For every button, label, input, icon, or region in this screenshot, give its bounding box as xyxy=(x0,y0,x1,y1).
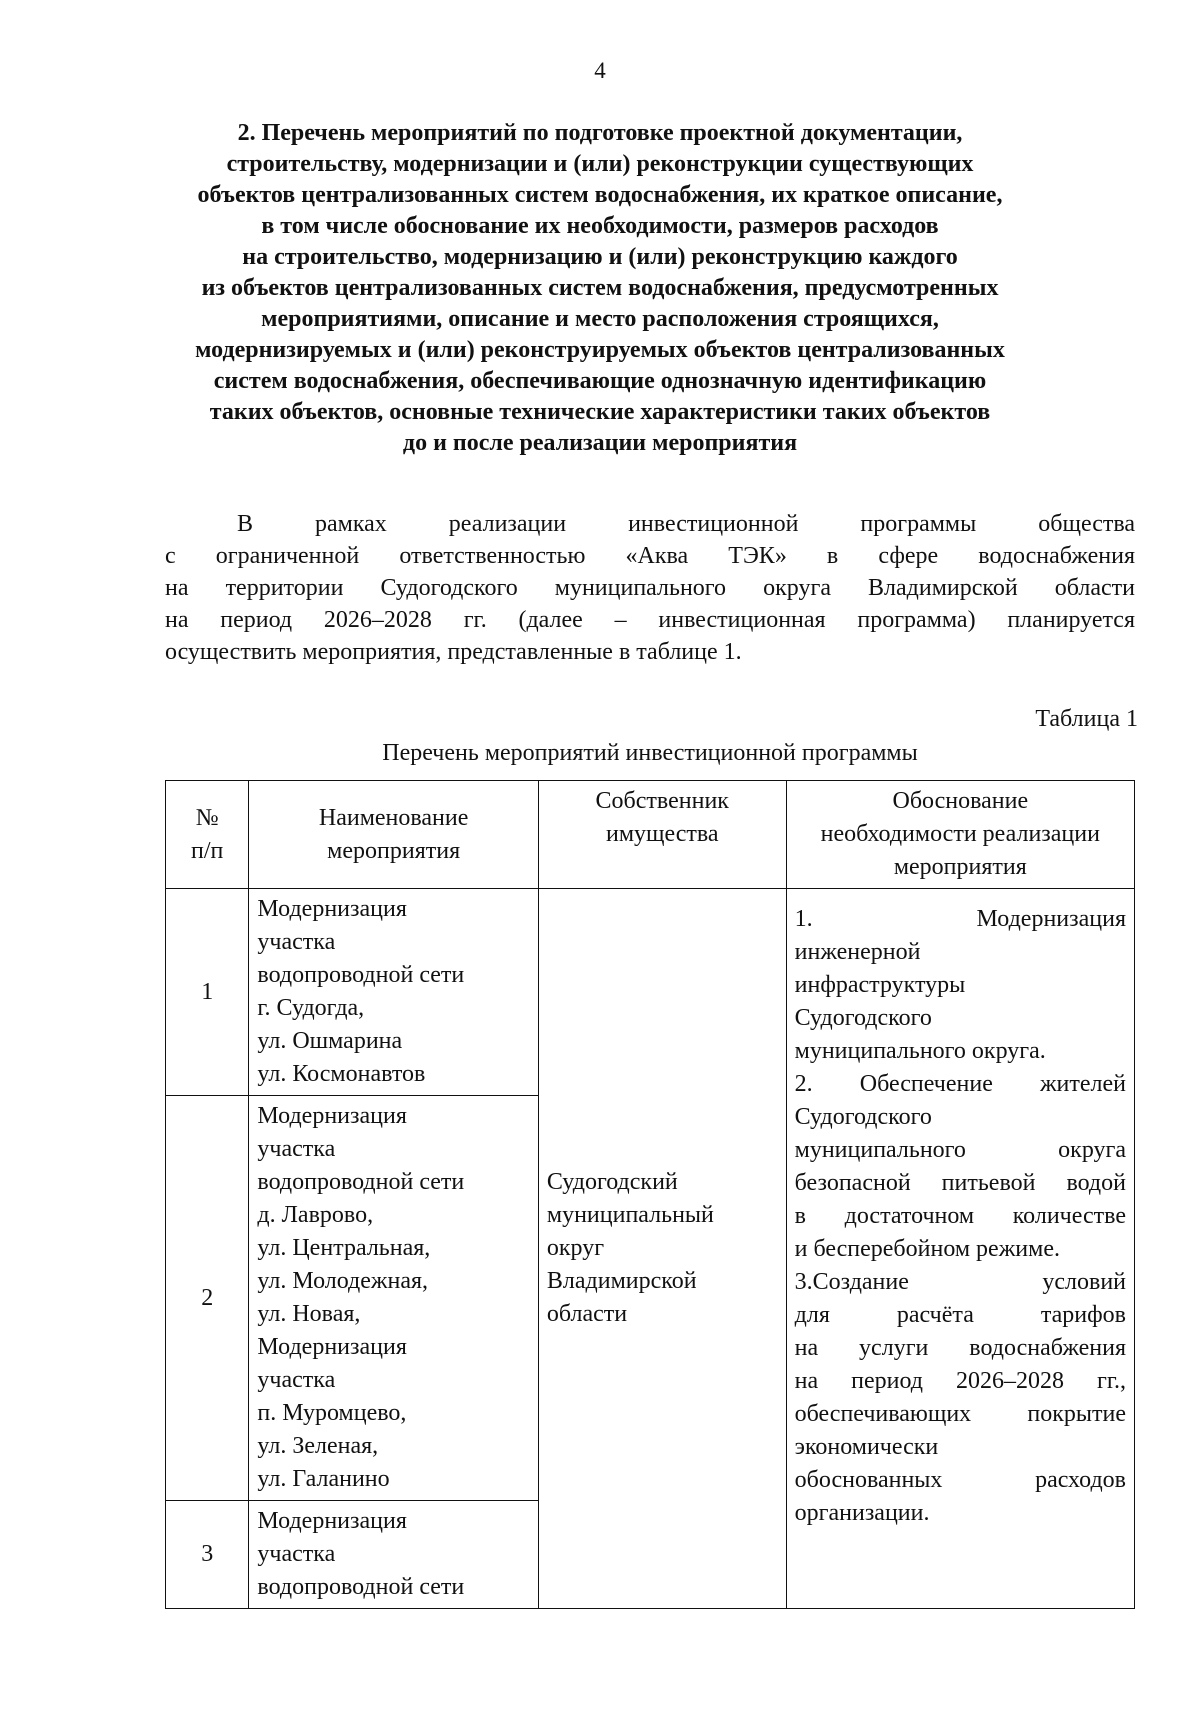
header-num-line: № xyxy=(195,804,219,831)
header-justification xyxy=(786,781,1134,889)
table-label: Таблица 1 xyxy=(1035,706,1138,732)
heading-line: модернизируемых и (или) реконструируемых объектов централизованных xyxy=(195,337,1005,363)
row-name xyxy=(249,1501,538,1609)
heading-line: до и после реализации мероприятия xyxy=(402,430,798,456)
header-justification-line: необходимости реализации xyxy=(820,821,1100,847)
owner-line: Владимирской xyxy=(546,1268,697,1294)
name-line: водопроводной сети xyxy=(257,962,465,988)
row-name xyxy=(249,889,538,1096)
name-line: водопроводной сети xyxy=(257,1574,465,1600)
header-name-line: мероприятия xyxy=(327,837,461,864)
justification-line: инженерной xyxy=(794,939,921,965)
paragraph-line: В рамках реализации инвестиционной программы общества xyxy=(237,511,1135,537)
name-line: д. Лаврово, xyxy=(257,1202,374,1228)
name-line: г. Судогда, xyxy=(257,995,365,1021)
heading-line: объектов централизованных систем водоснабжения, их краткое описание, xyxy=(197,182,1003,208)
name-line: ул. Ошмарина xyxy=(257,1028,403,1054)
owner-line: муниципальный xyxy=(546,1202,714,1228)
table-title: Перечень мероприятий инвестиционной программы xyxy=(382,740,918,766)
name-line: п. Муромцево, xyxy=(257,1400,407,1426)
heading-line: 2. Перечень мероприятий по подготовке проектной документации, xyxy=(237,120,963,146)
body-paragraph xyxy=(165,508,1135,668)
justification-line: 3.Создание условий xyxy=(794,1269,1126,1295)
section-heading xyxy=(120,118,1080,459)
heading-line: в том числе обоснование их необходимости, размеров расходов xyxy=(261,213,939,239)
justification-line: экономически xyxy=(794,1434,939,1460)
page-number: 4 xyxy=(594,58,606,83)
header-name xyxy=(249,781,538,889)
row-num: 3 xyxy=(166,1501,249,1609)
justification-line: обоснованных расходов xyxy=(794,1467,1126,1493)
name-line: Модернизация xyxy=(257,1508,407,1534)
justification-line: организации. xyxy=(794,1500,930,1526)
row-num: 2 xyxy=(166,1096,249,1501)
justification-line: на период 2026–2028 гг., xyxy=(794,1368,1126,1394)
header-owner-line: Собственник xyxy=(595,788,729,814)
name-line: участка xyxy=(257,1541,336,1567)
justification-line: обеспечивающих покрытие xyxy=(794,1401,1126,1427)
heading-line: из объектов централизованных систем водоснабжения, предусмотренных xyxy=(201,275,999,301)
header-num-line: п/п xyxy=(191,837,224,864)
owner-line: округ xyxy=(546,1235,605,1261)
row-name xyxy=(249,1096,538,1501)
heading-line: строительству, модернизации и (или) реконструкции существующих xyxy=(226,151,974,177)
name-line: ул. Галанино xyxy=(257,1466,390,1492)
name-line: ул. Космонавтов xyxy=(257,1061,426,1087)
justification-line: на услуги водоснабжения xyxy=(794,1335,1126,1361)
header-justification-line: Обоснование xyxy=(892,788,1029,814)
justification-line: муниципального округа. xyxy=(794,1038,1046,1064)
name-line: ул. Молодежная, xyxy=(257,1268,429,1294)
paragraph-line: с ограниченной ответственностью «Аква ТЭК» в сфере водоснабжения xyxy=(165,543,1135,569)
justification-line: для расчёта тарифов xyxy=(794,1302,1126,1328)
name-line: участка xyxy=(257,1367,336,1393)
justification-line: Судогодского xyxy=(794,1104,932,1130)
header-name-line: Наименование xyxy=(318,804,469,831)
name-line: Модернизация xyxy=(257,1334,407,1360)
name-line: Модернизация xyxy=(257,896,407,922)
paragraph-line: на период 2026–2028 гг. (далее – инвестиционная программа) планируется xyxy=(165,607,1135,633)
paragraph-line: осуществить мероприятия, представленные в таблице 1. xyxy=(165,639,742,665)
justification-line: 1. Модернизация xyxy=(794,906,1126,932)
justification-cell xyxy=(786,889,1134,1609)
name-line: ул. Новая, xyxy=(257,1301,361,1327)
justification-line: инфраструктуры xyxy=(794,972,966,998)
row-num: 1 xyxy=(166,889,249,1096)
justification-line: безопасной питьевой водой xyxy=(794,1170,1126,1196)
paragraph-line: на территории Судогодского муниципального округа Владимирской области xyxy=(165,575,1135,601)
name-line: ул. Центральная, xyxy=(257,1235,431,1261)
header-owner-line: имущества xyxy=(605,821,719,847)
name-line: ул. Зеленая, xyxy=(257,1433,379,1459)
heading-line: систем водоснабжения, обеспечивающие однозначную идентификацию xyxy=(213,368,987,394)
header-owner xyxy=(538,781,786,889)
justification-line: и бесперебойном режиме. xyxy=(794,1236,1060,1262)
justification-line: Судогодского xyxy=(794,1005,932,1031)
table-header-row xyxy=(166,781,1135,889)
justification-line: муниципального округа xyxy=(794,1137,1126,1163)
justification-line: в достаточном количестве xyxy=(794,1203,1126,1229)
heading-line: на строительство, модернизацию и (или) реконструкцию каждого xyxy=(242,244,958,270)
name-line: Модернизация xyxy=(257,1103,407,1129)
name-line: участка xyxy=(257,929,336,955)
justification-line: 2. Обеспечение жителей xyxy=(794,1071,1126,1097)
measures-table xyxy=(165,780,1135,1609)
header-justification-line: мероприятия xyxy=(893,854,1027,880)
heading-line: мероприятиями, описание и место расположения строящихся, xyxy=(261,306,939,332)
owner-line: области xyxy=(546,1301,628,1327)
name-line: водопроводной сети xyxy=(257,1169,465,1195)
owner-line: Судогодский xyxy=(546,1169,678,1195)
table-row xyxy=(166,889,1135,1096)
header-num xyxy=(166,781,249,889)
heading-line: таких объектов, основные технические характеристики таких объектов xyxy=(209,399,991,425)
name-line: участка xyxy=(257,1136,336,1162)
owner-cell xyxy=(538,889,786,1609)
